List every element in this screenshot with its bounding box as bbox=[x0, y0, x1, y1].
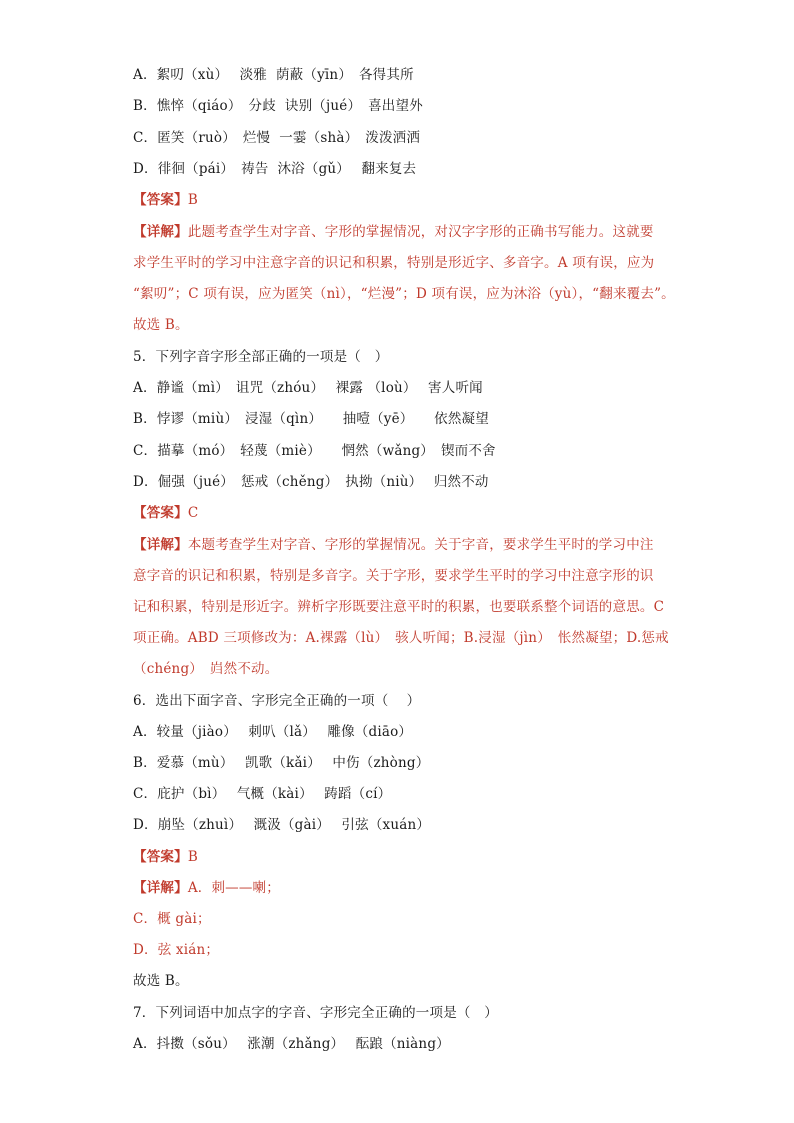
q5-title: 5．下列字音字形全部正确的一项是（ ） bbox=[133, 349, 389, 365]
q4-explain-line-3: “絮叨”；C 项有误，应为匿笑（nì），“烂漫”；D 项有误，应为沐浴（yù），“翻来覆去”。 bbox=[133, 286, 675, 302]
answer-value: B bbox=[187, 192, 198, 208]
q5-option-d: D．倔强（jué） 惩戒（chěng） 执拗（niù） 归然不动 bbox=[133, 474, 489, 490]
q6-explain-line-2: C．概 gài； bbox=[133, 911, 211, 927]
q5-explain-line-4: 项正确。ABD 三项修改为：A.裸露（lù） 骇人听闻；B.浸湿（jìn） 怅然凝望；D.惩戒 bbox=[133, 630, 669, 646]
explain-label: 【详解】 bbox=[133, 224, 188, 240]
q4-option-c: C．匿笑（ruò） 烂慢 一霎（shà） 泼泼洒洒 bbox=[133, 130, 421, 146]
q5-explain-line-2: 意字音的识记和积累，特别是多音字。关于字形，要求学生平时的学习中注意字形的识 bbox=[133, 568, 654, 584]
answer-label: 【答案】 bbox=[133, 505, 188, 521]
q4-explain-line-1 bbox=[133, 223, 654, 241]
explain-text: 此题考查学生对字音、字形的掌握情况，对汉字字形的正确书写能力。这就要 bbox=[187, 224, 654, 240]
q6-title: 6．选出下面字音、字形完全正确的一项（ ） bbox=[133, 693, 421, 709]
q4-answer bbox=[133, 191, 198, 209]
q5-explain-line-3: 记和积累，特别是形近字。辨析字形既要注意平时的积累，也要联系整个词语的意思。C bbox=[133, 599, 665, 615]
q4-option-d: D．徘徊（pái） 祷告 沐浴（gǔ） 翻来复去 bbox=[133, 161, 417, 177]
q6-option-d: D．崩坠（zhuì） 溉汲（gài） 引弦（xuán） bbox=[133, 817, 431, 833]
q6-option-c: C．庇护（bì） 气概（kài） 踌蹈（cí） bbox=[133, 786, 392, 802]
q6-explain-line-4: 故选 B。 bbox=[133, 973, 189, 989]
q4-option-b: B．憔悴（qiáo） 分歧 诀别（jué） 喜出望外 bbox=[133, 98, 423, 114]
answer-label: 【答案】 bbox=[133, 192, 188, 208]
q4-explain-line-4: 故选 B。 bbox=[133, 317, 189, 333]
answer-value: B bbox=[187, 849, 198, 865]
q6-option-b: B．爱慕（mù） 凯歌（kǎi） 中伤（zhòng） bbox=[133, 755, 430, 771]
answer-label: 【答案】 bbox=[133, 849, 188, 865]
answer-value: C bbox=[187, 505, 199, 521]
explain-text: 本题考查学生对字音、字形的掌握情况。关于字音，要求学生平时的学习中注 bbox=[187, 537, 654, 553]
q5-answer bbox=[133, 504, 198, 522]
q6-option-a: A．较量（jiào） 刺叭（lǎ） 雕像（diāo） bbox=[133, 724, 413, 740]
q7-title: 7．下列词语中加点字的字音、字形完全正确的一项是（ ） bbox=[133, 1005, 498, 1021]
q6-answer bbox=[133, 848, 198, 866]
q5-option-b: B．悖谬（miù） 浸湿（qìn） 抽噎（yē） 依然凝望 bbox=[133, 411, 489, 427]
q7-option-a: A．抖擞（sǒu） 涨潮（zhǎng） 酝踉（niàng） bbox=[133, 1036, 450, 1052]
q5-option-c: C．描摹（mó） 轻蔑（miè） 惘然（wǎng） 锲而不舍 bbox=[133, 443, 496, 459]
q5-explain-line-5: （chéng） 岿然不动。 bbox=[133, 661, 279, 677]
explain-text: A．刺——喇； bbox=[187, 880, 280, 896]
q6-explain-line-1 bbox=[133, 879, 280, 897]
q4-explain-line-2: 求学生平时的学习中注意字音的识记和积累，特别是形近字、多音字。A 项有误，应为 bbox=[133, 255, 655, 271]
explain-label: 【详解】 bbox=[133, 880, 188, 896]
explain-label: 【详解】 bbox=[133, 537, 188, 553]
q5-explain-line-1 bbox=[133, 536, 654, 554]
q6-explain-line-3: D．弦 xián； bbox=[133, 942, 220, 958]
q5-option-a: A．静谧（mì） 诅咒（zhóu） 裸露 （loù） 害人听闻 bbox=[133, 380, 483, 396]
q4-option-a: A．絮叨（xù） 淡雅 荫蔽（yīn） 各得其所 bbox=[133, 67, 414, 83]
